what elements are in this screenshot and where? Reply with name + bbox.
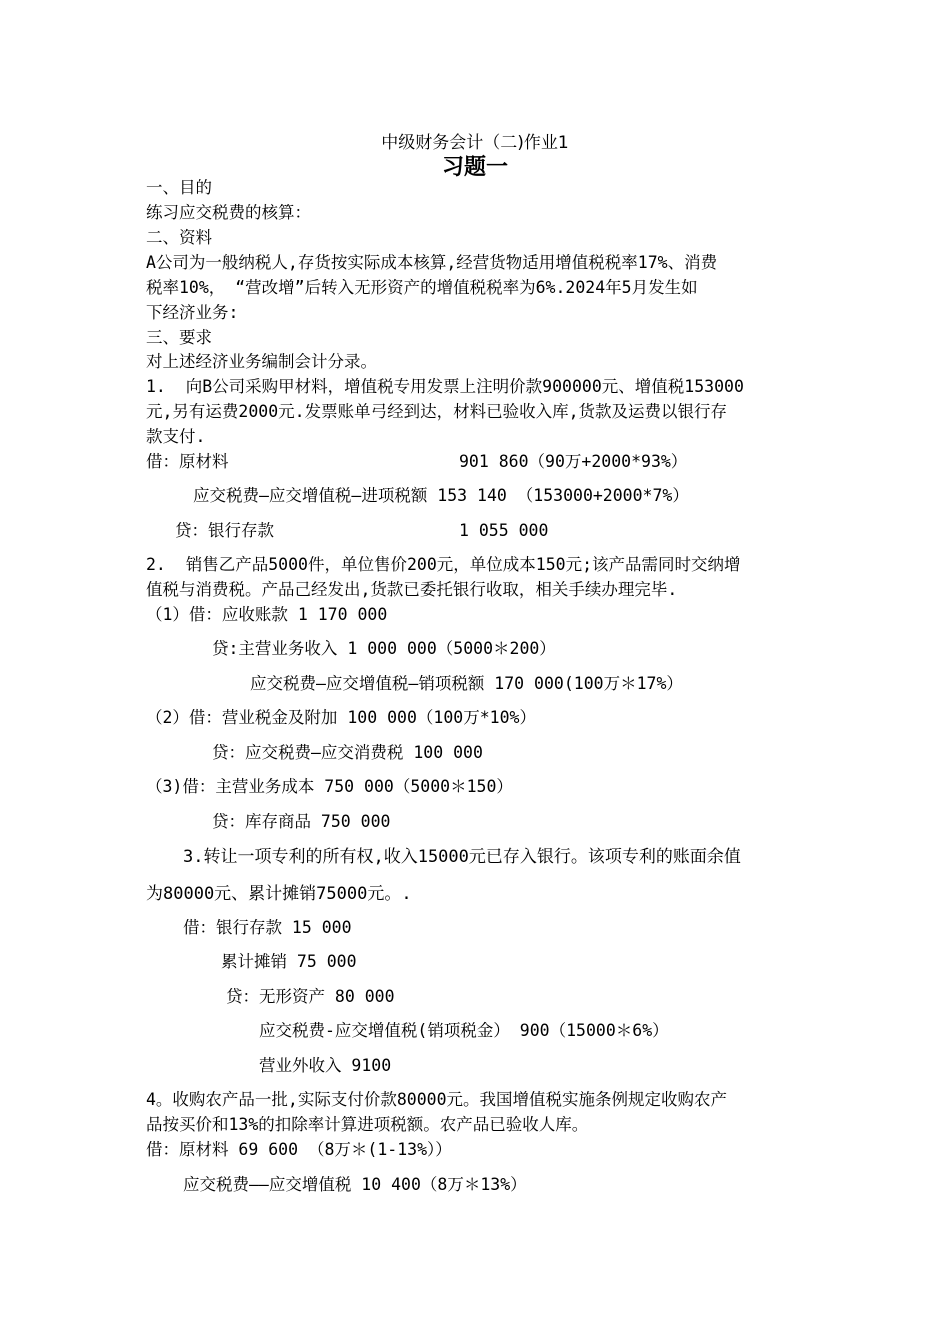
question-2-text: 2. 销售乙产品5000件，单位售价200元，单位成本150元;该产品需同时交纳增	[146, 555, 741, 574]
journal-entry-debit: 应交税费——应交增值税 10 400（8万＊13%）	[183, 1175, 527, 1194]
journal-entry-debit: 借：银行存款 15 000	[183, 918, 352, 937]
journal-entry-debit: （3)借：主营业务成本 750 000（5000＊150）	[146, 777, 513, 796]
question-3-text: 为80000元、累计摊销75000元。.	[146, 884, 412, 904]
journal-entry-debit: （1）借：应收账款 1 170 000	[146, 605, 388, 624]
question-1-text: 元,另有运费2000元.发票账单弓经到达，材料已验收入库,货款及运费以银行存	[146, 402, 728, 421]
question-4-text: 4。收购农产品一批,实际支付价款80000元。我国增值税实施条例规定收购农产	[146, 1090, 728, 1109]
materials-text-line: 税率10%， “营改增”后转入无形资产的增值税税率为6%.2024年5月发生如	[146, 278, 698, 297]
requirement-heading: 三、要求	[146, 328, 212, 347]
question-1-text: 1. 向B公司采购甲材料，增值税专用发票上注明价款900000元、增值税153000	[146, 377, 744, 396]
question-2-text: 值税与消费税。产品己经发出,货款已委托银行收取，相关手续办理完毕.	[146, 580, 678, 599]
journal-entry-debit: 累计摊销 75 000	[221, 952, 357, 971]
journal-entry-debit: 应交税费—应交增值税—进项税额 153 140 （153000+2000*7%）	[193, 486, 689, 505]
purpose-text: 练习应交税费的核算：	[146, 203, 311, 222]
materials-heading: 二、资料	[146, 228, 212, 247]
requirement-text: 对上述经济业务编制会计分录。	[146, 352, 377, 371]
journal-entry-credit: 贷：银行存款	[175, 521, 274, 540]
journal-entry-credit: 应交税费-应交增值税(销项税金） 900（15000＊6%）	[259, 1021, 669, 1040]
question-3-text: 3.转让一项专利的所有权,收入15000元已存入银行。该项专利的账面余值	[183, 847, 741, 867]
journal-entry-debit: 借：原材料	[146, 452, 229, 471]
journal-entry-credit: 应交税费—应交增值税—销项税额 170 000(100万＊17%）	[250, 674, 683, 693]
journal-entry-credit: 贷:主营业务收入 1 000 000（5000＊200）	[212, 639, 556, 658]
journal-entry-amount: 1 055 000	[459, 521, 549, 540]
question-4-text: 品按买价和13%的扣除率计算进项税额。农产品已验收人库。	[146, 1115, 589, 1134]
journal-entry-debit: （2）借：营业税金及附加 100 000（100万*10%）	[146, 708, 536, 727]
materials-text-line: A公司为一般纳税人,存货按实际成本核算,经营货物适用增值税税率17%、消费	[146, 253, 718, 272]
journal-entry-credit: 贷：应交税费—应交消费税 100 000	[212, 743, 483, 762]
purpose-heading: 一、目的	[146, 178, 212, 197]
materials-text-line: 下经济业务:	[146, 303, 239, 322]
question-1-text: 款支付.	[146, 427, 206, 446]
journal-entry-credit: 贷：库存商品 750 000	[212, 812, 391, 831]
journal-entry-credit: 贷：无形资产 80 000	[226, 987, 395, 1006]
journal-entry-credit: 营业外收入 9100	[259, 1056, 392, 1075]
exercise-heading: 习题一	[441, 155, 508, 180]
journal-entry-debit: 借：原材料 69 600 （8万＊(1-13%））	[146, 1140, 452, 1159]
document-title: 中级财务会计（二)作业1	[381, 133, 569, 153]
journal-entry-amount: 901 860（90万+2000*93%）	[459, 452, 688, 471]
